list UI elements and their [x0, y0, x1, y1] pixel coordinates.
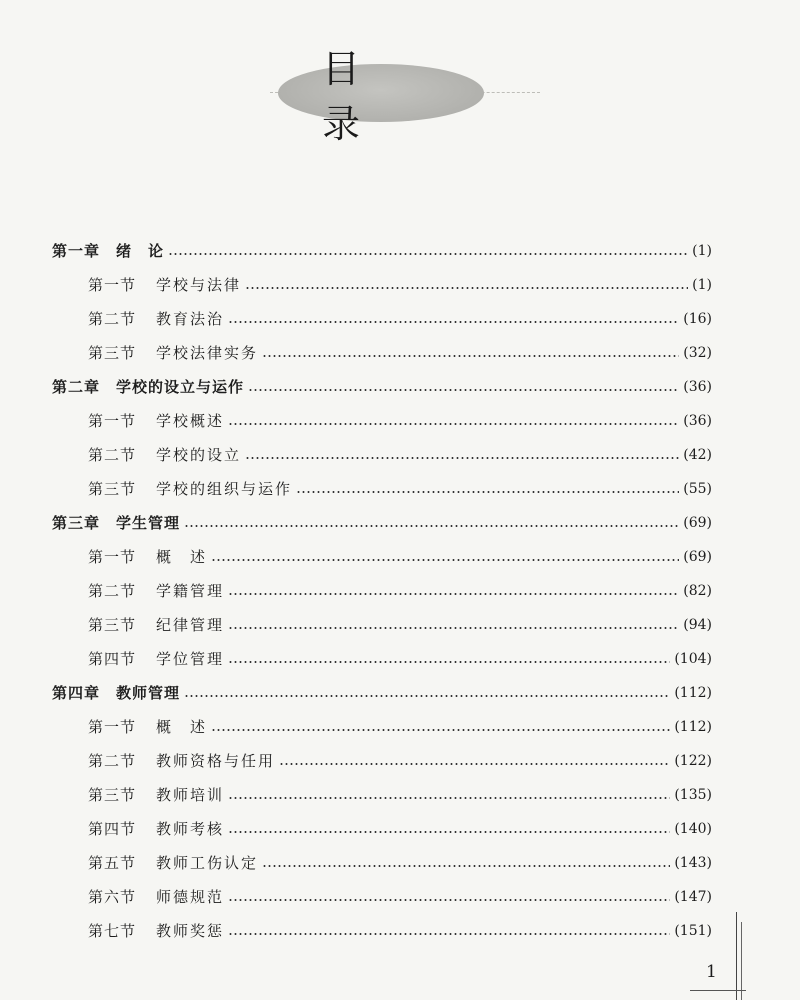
toc-entry-title: 学生管理 [116, 514, 181, 532]
toc-entry-page: (143) [674, 855, 712, 871]
dot-leader [228, 661, 670, 663]
toc-entry-page: (94) [683, 617, 712, 633]
dot-leader [228, 593, 679, 595]
toc-section-row[interactable] [88, 780, 712, 810]
page-title: 目 录 [322, 47, 405, 146]
dot-leader [262, 865, 670, 867]
toc-section-row[interactable] [88, 406, 712, 436]
toc-entry-title: 概 述 [156, 718, 208, 736]
toc-entry-page: (16) [683, 311, 712, 327]
toc-entry-number: 第三节 [88, 786, 137, 804]
toc-entry-number: 第一章 [52, 242, 101, 260]
toc-entry-page: (104) [674, 651, 712, 667]
toc-entry-number: 第二节 [88, 446, 137, 464]
toc-section-row[interactable] [88, 882, 712, 912]
toc-entry-title: 纪律管理 [156, 616, 225, 634]
toc-entry-page: (82) [683, 583, 712, 599]
toc-section-row[interactable] [88, 746, 712, 776]
toc-entry-title: 学位管理 [156, 650, 225, 668]
toc-entry-title: 学校概述 [156, 412, 225, 430]
dot-leader [228, 933, 670, 935]
toc-entry-page: (151) [674, 923, 712, 939]
dot-leader [184, 525, 679, 527]
toc-chapter-row[interactable] [52, 372, 712, 402]
toc-section-row[interactable] [88, 304, 712, 334]
toc-entry-title: 绪 论 [116, 242, 165, 260]
toc-entry-number: 第一节 [88, 276, 137, 294]
dot-leader [228, 831, 670, 833]
toc-entry-page: (36) [683, 413, 712, 429]
title-banner [270, 47, 540, 146]
toc-entry-title: 教师管理 [116, 684, 181, 702]
dot-leader [245, 287, 688, 289]
toc-entry-title: 教师培训 [156, 786, 225, 804]
toc-entry-number: 第二节 [88, 752, 137, 770]
toc-entry-page: (55) [683, 481, 712, 497]
toc-entry-title: 概 述 [156, 548, 208, 566]
toc-section-row[interactable] [88, 542, 712, 572]
toc-entry-title: 学校与法律 [156, 276, 242, 294]
dot-leader [168, 253, 688, 255]
toc-entry-number: 第二章 [52, 378, 101, 396]
toc-entry-title: 学校的设立与运作 [116, 378, 245, 396]
toc-section-row[interactable] [88, 270, 712, 300]
toc-entry-title: 教育法治 [156, 310, 225, 328]
dot-leader [228, 797, 670, 799]
toc-entry-number: 第二节 [88, 582, 137, 600]
toc-entry-title: 教师考核 [156, 820, 225, 838]
toc-entry-number: 第一节 [88, 718, 137, 736]
toc-entry-number: 第五节 [88, 854, 137, 872]
toc-entry-page: (69) [683, 549, 712, 565]
dot-leader [248, 389, 679, 391]
dot-leader [228, 627, 679, 629]
toc-chapter-row[interactable] [52, 508, 712, 538]
toc-entry-title: 学籍管理 [156, 582, 225, 600]
toc-entry-number: 第三节 [88, 616, 137, 634]
toc-entry-title: 师德规范 [156, 888, 225, 906]
toc-section-row[interactable] [88, 712, 712, 742]
toc-section-row[interactable] [88, 610, 712, 640]
toc-entry-page: (42) [683, 447, 712, 463]
toc-entry-number: 第一节 [88, 412, 137, 430]
toc-entry-title: 学校的设立 [156, 446, 242, 464]
dot-leader [279, 763, 670, 765]
toc-entry-number: 第七节 [88, 922, 137, 940]
toc-section-row[interactable] [88, 814, 712, 844]
toc-chapter-row[interactable] [52, 678, 712, 708]
toc-entry-number: 第四节 [88, 650, 137, 668]
toc-entry-title: 教师工伤认定 [156, 854, 259, 872]
toc-entry-number: 第六节 [88, 888, 137, 906]
dot-leader [228, 899, 670, 901]
dot-leader [211, 729, 670, 731]
toc-entry-title: 学校的组织与运作 [156, 480, 293, 498]
toc-section-row[interactable] [88, 440, 712, 470]
toc-section-row[interactable] [88, 916, 712, 946]
toc-entry-title: 学校法律实务 [156, 344, 259, 362]
toc-entry-number: 第三节 [88, 344, 137, 362]
dot-leader [228, 321, 679, 323]
toc-entry-number: 第一节 [88, 548, 137, 566]
dot-leader [262, 355, 679, 357]
toc-entry-number: 第三节 [88, 480, 137, 498]
toc-entry-number: 第四节 [88, 820, 137, 838]
toc-entry-page: (36) [683, 379, 712, 395]
dot-leader [184, 695, 670, 697]
toc-entry-number: 第三章 [52, 514, 101, 532]
toc-entry-page: (140) [674, 821, 712, 837]
toc-entry-page: (147) [674, 889, 712, 905]
dot-leader [211, 559, 679, 561]
toc-entry-page: (112) [674, 685, 712, 701]
toc-entry-page: (32) [683, 345, 712, 361]
dot-leader [296, 491, 679, 493]
dot-leader [245, 457, 679, 459]
toc-entry-number: 第二节 [88, 310, 137, 328]
page-number: 1 [706, 962, 717, 982]
toc-section-row[interactable] [88, 644, 712, 674]
folio-frame [690, 912, 750, 1000]
toc-entry-page: (112) [674, 719, 712, 735]
toc-section-row[interactable] [88, 338, 712, 368]
toc-chapter-row[interactable] [52, 236, 712, 266]
toc-entry-title: 教师奖惩 [156, 922, 225, 940]
toc-entry-page: (69) [683, 515, 712, 531]
toc-entry-title: 教师资格与任用 [156, 752, 276, 770]
dot-leader [228, 423, 679, 425]
toc-entry-page: (135) [674, 787, 712, 803]
toc-section-row[interactable] [88, 576, 712, 606]
toc-entry-page: (1) [692, 243, 712, 259]
toc-entry-number: 第四章 [52, 684, 101, 702]
toc-entry-page: (122) [674, 753, 712, 769]
toc-entry-page: (1) [692, 277, 712, 293]
toc-section-row[interactable] [88, 848, 712, 878]
toc-section-row[interactable] [88, 474, 712, 504]
